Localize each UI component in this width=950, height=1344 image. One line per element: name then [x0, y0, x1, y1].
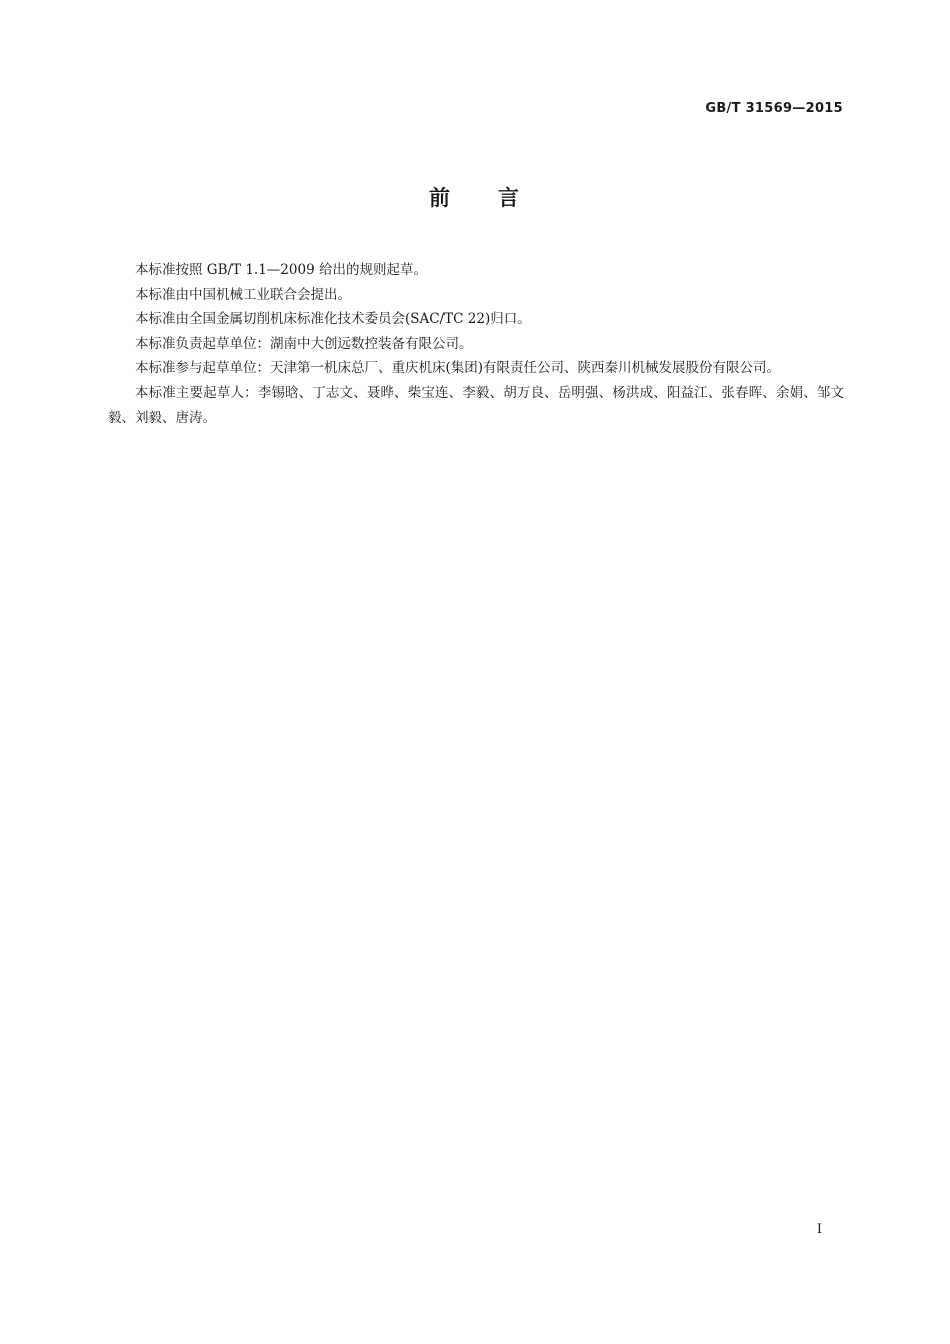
standard-number: GB/T 31569—2015 — [705, 101, 843, 116]
foreword-body — [108, 258, 844, 430]
paragraph-drafting-rules: 本标准按照 GB/T 1.1—2009 给出的规则起草。 — [135, 262, 427, 278]
page-number: I — [816, 1222, 822, 1237]
paragraph-responsible-drafter: 本标准负责起草单位：湖南中大创远数控装备有限公司。 — [135, 335, 473, 352]
paragraph-participating-drafters: 本标准参与起草单位：天津第一机床总厂、重庆机床(集团)有限责任公司、陕西秦川机械发展股份有限公司。 — [135, 360, 781, 377]
page-title: 前 言 — [429, 186, 521, 210]
paragraph-technical-committee: 本标准由全国金属切削机床标准化技术委员会(SAC/TC 22)归口。 — [135, 311, 531, 328]
paragraph-proposer: 本标准由中国机械工业联合会提出。 — [135, 286, 351, 303]
paragraph-main-drafters: 本标准主要起草人：李锡晗、丁志文、聂晔、柴宝连、李毅、胡万良、岳明强、杨洪成、阳益江、张春晖、余娟、邹文毅、刘毅、唐涛。 — [108, 384, 844, 426]
